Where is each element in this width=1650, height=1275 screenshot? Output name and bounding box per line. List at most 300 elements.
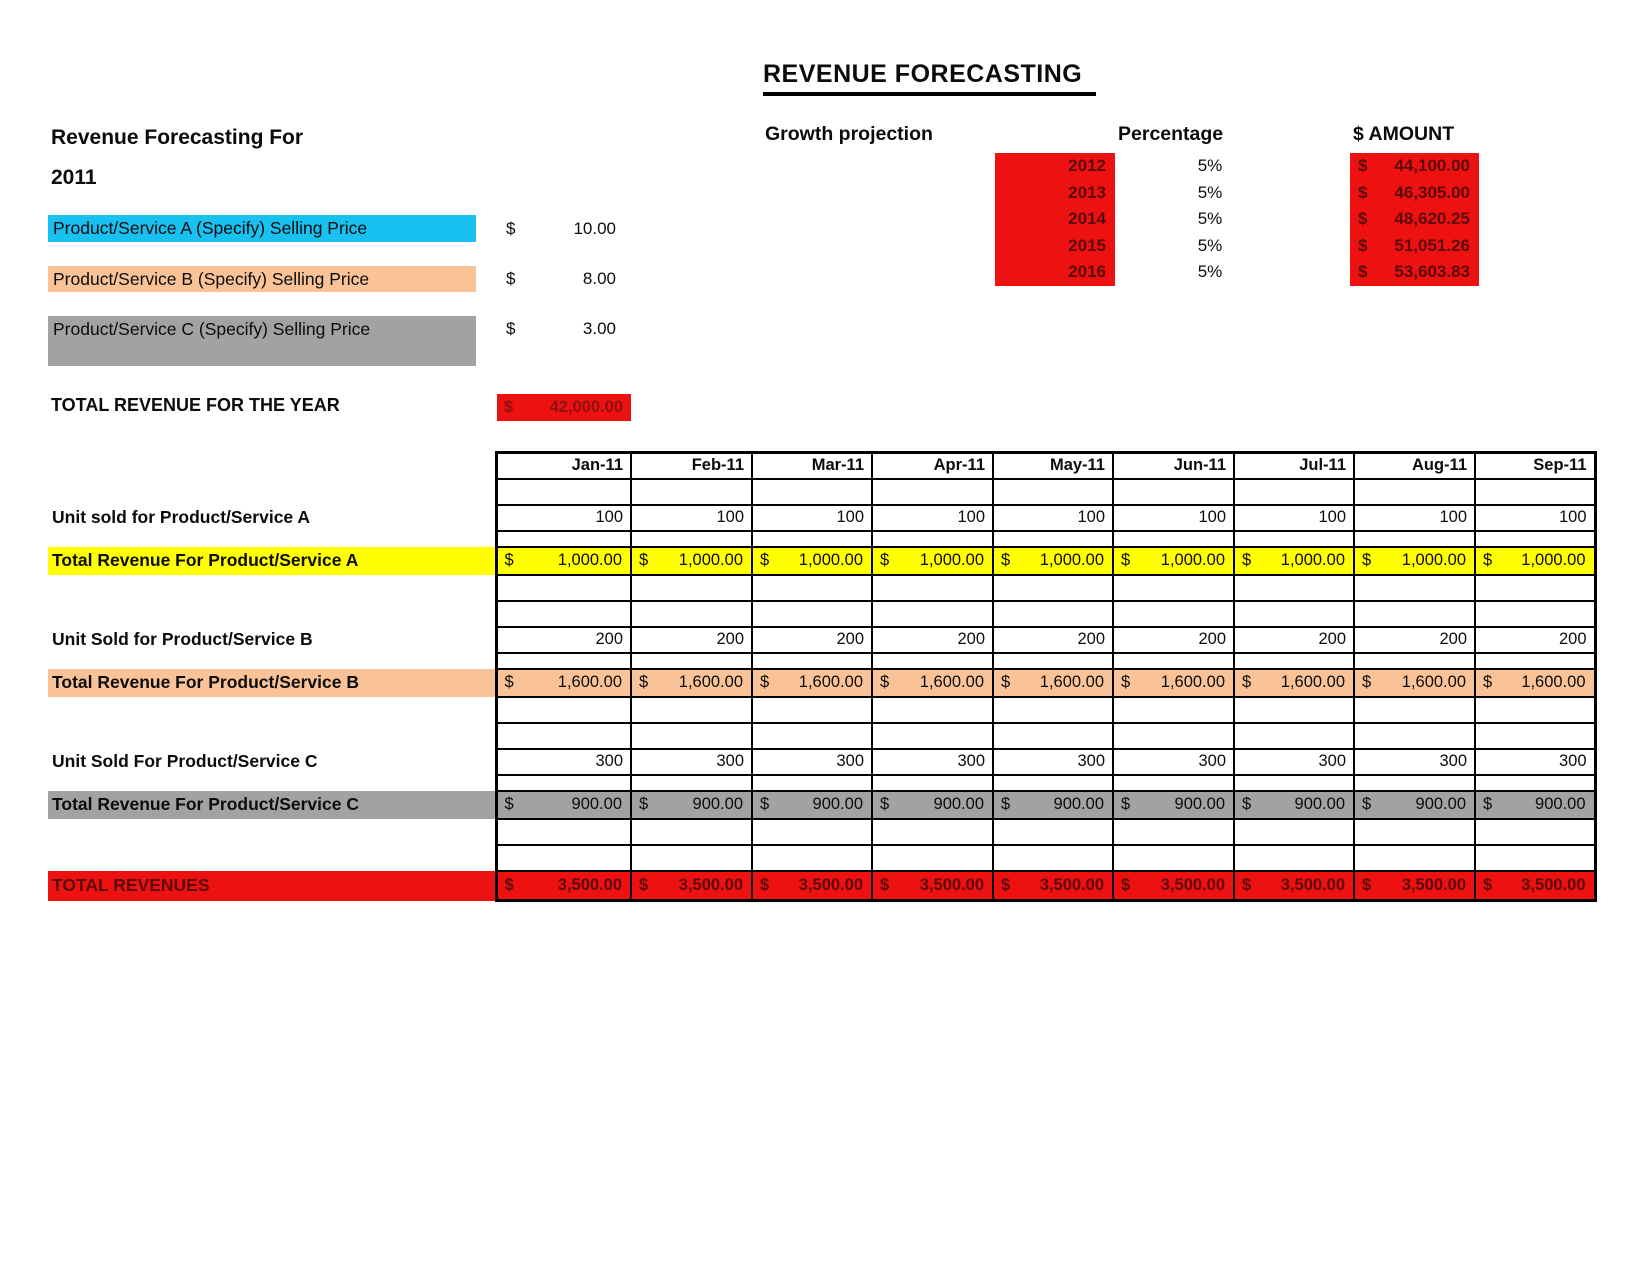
product-b-price-value: 8.00 xyxy=(582,268,616,288)
unit-value-cell[interactable]: 300 xyxy=(1475,749,1595,775)
empty-cell xyxy=(752,653,872,669)
empty-cell xyxy=(48,653,496,669)
growth-year-cell[interactable]: 2012 xyxy=(1068,156,1106,175)
empty-cell xyxy=(631,775,752,791)
empty-cell xyxy=(993,479,1113,505)
revenue-amount: 3,500.00 xyxy=(1160,875,1225,894)
empty-cell xyxy=(1113,697,1234,723)
revenue-amount: 3,500.00 xyxy=(557,875,622,894)
revenue-value-cell[interactable] xyxy=(496,669,631,697)
row-label: Unit Sold for Product/Service B xyxy=(52,629,313,649)
amount-header: $ AMOUNT xyxy=(1353,123,1455,145)
empty-cell xyxy=(1354,775,1475,791)
empty-cell xyxy=(1234,845,1354,871)
revenue-value-cell[interactable] xyxy=(1475,791,1595,819)
currency-symbol: $ xyxy=(504,875,514,894)
revenue-amount: 3,500.00 xyxy=(1039,875,1104,894)
growth-amount-value: 51,051.26 xyxy=(1394,235,1470,255)
product-c-highlight[interactable] xyxy=(48,316,476,366)
revenue-value-cell[interactable] xyxy=(1475,871,1595,901)
empty-cell xyxy=(1475,723,1595,749)
empty-cell xyxy=(872,845,993,871)
currency-symbol: $ xyxy=(880,551,890,569)
empty-cell xyxy=(993,775,1113,791)
empty-cell xyxy=(1354,531,1475,547)
month-header-cell[interactable]: Aug-11 xyxy=(1354,453,1475,479)
empty-cell xyxy=(48,845,496,871)
revenue-value-cell[interactable] xyxy=(872,791,993,819)
growth-year-cell[interactable]: 2014 xyxy=(1068,209,1106,229)
revenue-amount: 1,000.00 xyxy=(798,551,863,569)
growth-amount-value: 46,305.00 xyxy=(1394,182,1470,202)
revenue-value-cell[interactable] xyxy=(993,547,1113,575)
unit-value-cell[interactable]: 200 xyxy=(496,627,631,653)
unit-value-cell[interactable]: 200 xyxy=(631,627,752,653)
empty-cell xyxy=(1113,479,1234,505)
empty-cell xyxy=(1234,601,1354,627)
empty-cell xyxy=(1354,601,1475,627)
month-header-cell[interactable]: Jun-11 xyxy=(1113,453,1234,479)
currency-symbol: $ xyxy=(1242,551,1252,569)
row-label: Unit sold for Product/Service A xyxy=(52,507,311,527)
revenue-amount: 1,600.00 xyxy=(1280,673,1345,691)
empty-cell xyxy=(752,601,872,627)
empty-cell xyxy=(752,575,872,601)
empty-cell xyxy=(496,575,631,601)
currency-symbol: $ xyxy=(1362,551,1372,569)
revenue-amount: 1,000.00 xyxy=(1401,551,1466,569)
currency-symbol: $ xyxy=(504,551,514,569)
growth-amount-cell[interactable] xyxy=(1350,259,1479,286)
percentage-header: Percentage xyxy=(1118,123,1224,145)
growth-percentage-cell[interactable]: 5% xyxy=(1197,156,1223,175)
growth-amount-cell[interactable] xyxy=(1350,233,1479,260)
growth-percentage-cell[interactable]: 5% xyxy=(1197,235,1223,255)
currency-symbol: $ xyxy=(1242,673,1252,691)
empty-cell xyxy=(631,697,752,723)
growth-amount-value: 53,603.83 xyxy=(1394,262,1470,282)
revenue-amount: 1,600.00 xyxy=(1160,673,1225,691)
currency-symbol: $ xyxy=(1001,875,1011,894)
revenue-amount: 900.00 xyxy=(812,795,863,813)
revenue-value-cell[interactable] xyxy=(1113,669,1234,697)
month-header-cell[interactable]: Jul-11 xyxy=(1234,453,1354,479)
revenue-value-cell[interactable] xyxy=(496,791,631,819)
total-revenue-year-value: 42,000.00 xyxy=(549,398,623,416)
currency-symbol: $ xyxy=(504,673,514,691)
growth-amount-cell[interactable] xyxy=(1350,153,1479,180)
revenue-amount: 1,000.00 xyxy=(1039,551,1104,569)
revenue-amount: 900.00 xyxy=(1174,795,1225,813)
unit-value-cell[interactable]: 300 xyxy=(496,749,631,775)
currency-symbol: $ xyxy=(880,795,890,813)
empty-cell xyxy=(1475,775,1595,791)
row-label: TOTAL REVENUES xyxy=(48,871,496,901)
empty-cell xyxy=(48,531,496,547)
empty-cell xyxy=(1113,601,1234,627)
empty-cell xyxy=(1113,819,1234,845)
revenue-amount: 3,500.00 xyxy=(1280,875,1345,894)
empty-cell xyxy=(1234,653,1354,669)
currency-symbol: $ xyxy=(760,673,770,691)
revenue-amount: 900.00 xyxy=(1294,795,1345,813)
revenue-value-cell[interactable] xyxy=(1113,547,1234,575)
unit-value-cell[interactable]: 100 xyxy=(1234,505,1354,531)
currency-symbol: $ xyxy=(1358,209,1368,229)
revenue-value-cell[interactable] xyxy=(1234,547,1354,575)
product-b-label: Product/Service B (Specify) Selling Price xyxy=(53,269,370,289)
currency-symbol: $ xyxy=(1242,795,1252,813)
growth-year-cell[interactable]: 2013 xyxy=(1068,182,1106,202)
revenue-amount: 1,600.00 xyxy=(1521,673,1586,691)
currency-symbol: $ xyxy=(1242,875,1252,894)
revenue-amount: 1,600.00 xyxy=(798,673,863,691)
revenue-value-cell[interactable] xyxy=(496,547,631,575)
empty-cell xyxy=(631,653,752,669)
revenue-value-cell[interactable] xyxy=(1113,871,1234,901)
product-c-price-value: 3.00 xyxy=(582,318,616,338)
currency-symbol: $ xyxy=(506,218,516,238)
currency-symbol: $ xyxy=(506,268,516,288)
growth-amount-cell[interactable] xyxy=(1350,206,1479,233)
empty-cell xyxy=(872,653,993,669)
growth-amount-value: 44,100.00 xyxy=(1394,156,1470,175)
empty-cell xyxy=(496,601,631,627)
currency-symbol: $ xyxy=(1001,673,1011,691)
row-label: Unit Sold For Product/Service C xyxy=(52,751,318,771)
revenue-amount: 3,500.00 xyxy=(919,875,984,894)
empty-cell xyxy=(631,845,752,871)
unit-value-cell[interactable]: 100 xyxy=(752,505,872,531)
empty-cell xyxy=(752,479,872,505)
unit-value-cell[interactable]: 200 xyxy=(1354,627,1475,653)
growth-amount-cell[interactable] xyxy=(1350,180,1479,207)
unit-value-cell[interactable]: 200 xyxy=(1234,627,1354,653)
currency-symbol: $ xyxy=(1121,875,1131,894)
revenue-value-cell[interactable] xyxy=(1234,871,1354,901)
revenue-value-cell[interactable] xyxy=(752,669,872,697)
revenue-value-cell[interactable] xyxy=(993,669,1113,697)
empty-cell xyxy=(1475,531,1595,547)
unit-value-cell[interactable]: 300 xyxy=(872,749,993,775)
product-a-price-cell[interactable] xyxy=(500,215,618,242)
revenue-amount: 3,500.00 xyxy=(1521,875,1586,894)
empty-cell xyxy=(872,819,993,845)
empty-cell xyxy=(631,531,752,547)
revenue-value-cell[interactable] xyxy=(993,871,1113,901)
empty-cell xyxy=(1475,601,1595,627)
empty-cell xyxy=(872,575,993,601)
growth-percentage-cell[interactable]: 5% xyxy=(1197,262,1223,282)
growth-amounts-block xyxy=(1350,153,1479,286)
currency-symbol: $ xyxy=(1362,795,1372,813)
revenue-amount: 1,600.00 xyxy=(1039,673,1104,691)
currency-symbol: $ xyxy=(1001,551,1011,569)
revenue-amount: 1,600.00 xyxy=(557,673,622,691)
empty-cell xyxy=(1234,723,1354,749)
unit-value-cell[interactable]: 300 xyxy=(993,749,1113,775)
currency-symbol: $ xyxy=(1358,156,1368,175)
empty-cell xyxy=(496,845,631,871)
revenue-amount: 900.00 xyxy=(1415,795,1466,813)
empty-cell xyxy=(1354,845,1475,871)
revenue-value-cell[interactable] xyxy=(1475,669,1595,697)
revenue-amount: 900.00 xyxy=(1535,795,1586,813)
empty-cell xyxy=(1354,575,1475,601)
currency-symbol: $ xyxy=(760,875,770,894)
unit-value-cell[interactable]: 200 xyxy=(1475,627,1595,653)
growth-amount-value: 48,620.25 xyxy=(1394,209,1470,229)
empty-cell xyxy=(48,575,496,601)
empty-cell xyxy=(752,531,872,547)
revenue-value-cell[interactable] xyxy=(872,669,993,697)
empty-cell xyxy=(1113,775,1234,791)
currency-symbol: $ xyxy=(1121,795,1131,813)
month-header-cell[interactable]: Apr-11 xyxy=(872,453,993,479)
product-b-highlight[interactable] xyxy=(48,266,476,292)
unit-value-cell[interactable]: 200 xyxy=(993,627,1113,653)
unit-value-cell[interactable]: 200 xyxy=(752,627,872,653)
empty-cell xyxy=(1354,479,1475,505)
growth-percentages-block xyxy=(1168,153,1252,286)
empty-cell xyxy=(496,531,631,547)
empty-cell xyxy=(631,479,752,505)
currency-symbol: $ xyxy=(880,875,890,894)
currency-symbol: $ xyxy=(1483,795,1493,813)
revenue-value-cell[interactable] xyxy=(752,871,872,901)
empty-cell xyxy=(872,723,993,749)
unit-value-cell[interactable]: 200 xyxy=(872,627,993,653)
row-label: Total Revenue For Product/Service A xyxy=(48,547,496,575)
empty-cell xyxy=(48,723,496,749)
empty-cell xyxy=(993,819,1113,845)
revenue-amount: 900.00 xyxy=(933,795,984,813)
currency-symbol: $ xyxy=(880,673,890,691)
empty-cell xyxy=(48,819,496,845)
revenue-value-cell[interactable] xyxy=(752,791,872,819)
empty-cell xyxy=(1354,819,1475,845)
empty-cell xyxy=(631,819,752,845)
currency-symbol: $ xyxy=(639,551,649,569)
revenue-amount: 1,600.00 xyxy=(919,673,984,691)
empty-cell xyxy=(993,723,1113,749)
empty-cell xyxy=(1113,723,1234,749)
empty-cell xyxy=(872,479,993,505)
empty-cell xyxy=(1113,531,1234,547)
revenue-amount: 1,000.00 xyxy=(557,551,622,569)
empty-cell xyxy=(993,601,1113,627)
revenue-amount: 3,500.00 xyxy=(798,875,863,894)
empty-cell xyxy=(1234,819,1354,845)
revenue-amount: 3,500.00 xyxy=(678,875,743,894)
currency-symbol: $ xyxy=(504,398,514,416)
growth-year-cell[interactable]: 2015 xyxy=(1068,235,1106,255)
product-b-price-cell[interactable] xyxy=(500,265,618,292)
currency-symbol: $ xyxy=(1358,235,1368,255)
empty-cell xyxy=(872,601,993,627)
total-revenue-year-cell[interactable] xyxy=(497,394,631,421)
revenue-amount: 1,600.00 xyxy=(1401,673,1466,691)
revenue-amount: 900.00 xyxy=(692,795,743,813)
monthly-table-body xyxy=(48,453,1595,901)
empty-cell xyxy=(48,479,496,505)
revenue-amount: 1,000.00 xyxy=(1521,551,1586,569)
revenue-amount: 900.00 xyxy=(571,795,622,813)
empty-cell xyxy=(993,575,1113,601)
currency-symbol: $ xyxy=(1483,875,1493,894)
revenue-value-cell[interactable] xyxy=(1475,547,1595,575)
currency-symbol: $ xyxy=(760,795,770,813)
empty-cell xyxy=(1475,653,1595,669)
empty-cell xyxy=(1113,653,1234,669)
revenue-value-cell[interactable] xyxy=(631,791,752,819)
empty-cell xyxy=(752,775,872,791)
unit-value-cell[interactable]: 100 xyxy=(496,505,631,531)
unit-value-cell[interactable]: 300 xyxy=(1354,749,1475,775)
left-heading xyxy=(51,118,303,198)
currency-symbol: $ xyxy=(639,673,649,691)
empty-cell xyxy=(496,775,631,791)
empty-cell xyxy=(48,775,496,791)
empty-cell xyxy=(872,697,993,723)
revenue-amount: 1,000.00 xyxy=(919,551,984,569)
currency-symbol: $ xyxy=(1362,875,1372,894)
unit-value-cell[interactable]: 200 xyxy=(1113,627,1234,653)
empty-cell xyxy=(993,845,1113,871)
month-header-cell[interactable]: Sep-11 xyxy=(1475,453,1595,479)
unit-value-cell[interactable]: 100 xyxy=(631,505,752,531)
revenue-value-cell[interactable] xyxy=(872,871,993,901)
product-a-label: Product/Service A (Specify) Selling Price xyxy=(53,218,368,238)
unit-value-cell[interactable]: 300 xyxy=(752,749,872,775)
unit-value-cell[interactable]: 300 xyxy=(1234,749,1354,775)
empty-cell xyxy=(1234,775,1354,791)
product-c-price-cell[interactable] xyxy=(500,315,618,342)
revenue-amount: 1,000.00 xyxy=(678,551,743,569)
revenue-value-cell[interactable] xyxy=(1234,791,1354,819)
empty-cell xyxy=(496,697,631,723)
empty-cell xyxy=(48,601,496,627)
revenue-value-cell[interactable] xyxy=(631,669,752,697)
revenue-value-cell[interactable] xyxy=(1354,669,1475,697)
currency-symbol: $ xyxy=(639,875,649,894)
empty-cell xyxy=(1234,531,1354,547)
empty-cell xyxy=(993,653,1113,669)
empty-cell xyxy=(496,653,631,669)
revenue-value-cell[interactable] xyxy=(1354,547,1475,575)
revenue-value-cell[interactable] xyxy=(631,547,752,575)
currency-symbol: $ xyxy=(504,795,514,813)
revenue-value-cell[interactable] xyxy=(496,871,631,901)
revenue-value-cell[interactable] xyxy=(1354,791,1475,819)
total-revenue-year-label: TOTAL REVENUE FOR THE YEAR xyxy=(51,395,340,415)
month-header-cell[interactable]: Jan-11 xyxy=(496,453,631,479)
empty-cell xyxy=(872,531,993,547)
empty-cell xyxy=(993,531,1113,547)
empty-cell xyxy=(1475,479,1595,505)
row-label: Total Revenue For Product/Service C xyxy=(48,791,496,819)
empty-cell xyxy=(1354,697,1475,723)
empty-cell xyxy=(1475,575,1595,601)
empty-cell xyxy=(48,453,496,479)
currency-symbol: $ xyxy=(1001,795,1011,813)
empty-cell xyxy=(1354,723,1475,749)
empty-cell xyxy=(752,819,872,845)
growth-percentage-cell[interactable]: 5% xyxy=(1197,209,1223,229)
empty-cell xyxy=(1234,575,1354,601)
unit-value-cell[interactable]: 100 xyxy=(1113,505,1234,531)
month-header-cell[interactable]: May-11 xyxy=(993,453,1113,479)
unit-value-cell[interactable]: 100 xyxy=(993,505,1113,531)
growth-percentage-cell[interactable]: 5% xyxy=(1197,182,1223,202)
currency-symbol: $ xyxy=(1358,182,1368,202)
unit-value-cell[interactable]: 100 xyxy=(1475,505,1595,531)
empty-cell xyxy=(1234,479,1354,505)
revenue-value-cell[interactable] xyxy=(993,791,1113,819)
growth-projection-title: Growth projection xyxy=(765,123,933,145)
empty-cell xyxy=(631,575,752,601)
unit-value-cell[interactable]: 100 xyxy=(1354,505,1475,531)
growth-year-cell[interactable]: 2016 xyxy=(1068,262,1106,282)
revenue-value-cell[interactable] xyxy=(1354,871,1475,901)
revenue-amount: 1,000.00 xyxy=(1160,551,1225,569)
page-title: REVENUE FORECASTING xyxy=(763,60,1096,96)
month-header-cell[interactable]: Feb-11 xyxy=(631,453,752,479)
currency-symbol: $ xyxy=(639,795,649,813)
empty-cell xyxy=(752,697,872,723)
empty-cell xyxy=(1475,845,1595,871)
empty-cell xyxy=(1475,697,1595,723)
empty-cell xyxy=(631,601,752,627)
unit-value-cell[interactable]: 300 xyxy=(631,749,752,775)
empty-cell xyxy=(48,697,496,723)
revenue-amount: 3,500.00 xyxy=(1401,875,1466,894)
empty-cell xyxy=(1234,697,1354,723)
growth-years-block xyxy=(995,153,1115,286)
revenue-amount: 1,000.00 xyxy=(1280,551,1345,569)
product-a-price-value: 10.00 xyxy=(573,218,616,238)
revenue-value-cell[interactable] xyxy=(872,547,993,575)
revenue-value-cell[interactable] xyxy=(1234,669,1354,697)
revenue-amount: 900.00 xyxy=(1053,795,1104,813)
month-header-cell[interactable]: Mar-11 xyxy=(752,453,872,479)
left-heading-line1: Revenue Forecasting For xyxy=(51,126,304,149)
empty-cell xyxy=(1113,575,1234,601)
currency-symbol: $ xyxy=(1483,551,1493,569)
empty-cell xyxy=(496,723,631,749)
monthly-table xyxy=(48,451,1597,902)
empty-cell xyxy=(1113,845,1234,871)
empty-cell xyxy=(1475,819,1595,845)
product-c-label: Product/Service C (Specify) Selling Price xyxy=(53,319,371,339)
empty-cell xyxy=(496,819,631,845)
product-a-highlight[interactable] xyxy=(48,215,476,242)
unit-value-cell[interactable]: 300 xyxy=(1113,749,1234,775)
currency-symbol: $ xyxy=(506,318,516,338)
currency-symbol: $ xyxy=(1121,673,1131,691)
revenue-value-cell[interactable] xyxy=(631,871,752,901)
currency-symbol: $ xyxy=(1358,262,1368,282)
revenue-value-cell[interactable] xyxy=(752,547,872,575)
revenue-value-cell[interactable] xyxy=(1113,791,1234,819)
row-label: Total Revenue For Product/Service B xyxy=(48,669,496,697)
empty-cell xyxy=(1354,653,1475,669)
currency-symbol: $ xyxy=(760,551,770,569)
empty-cell xyxy=(752,723,872,749)
left-heading-line2: 2011 xyxy=(51,166,97,189)
revenue-amount: 1,600.00 xyxy=(678,673,743,691)
unit-value-cell[interactable]: 100 xyxy=(872,505,993,531)
